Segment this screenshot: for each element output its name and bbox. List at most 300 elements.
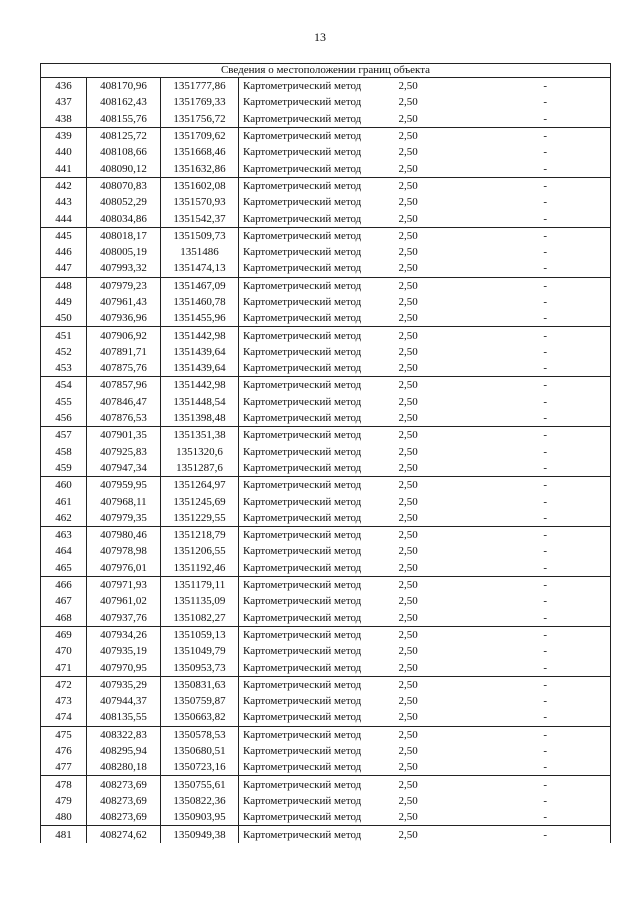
note-cell: - [481, 94, 611, 110]
y-coordinate-cell: 1351206,55 [161, 543, 239, 559]
table-row [41, 94, 611, 110]
accuracy-cell: 2,50 [389, 277, 481, 294]
x-coordinate-cell: 407979,35 [87, 510, 161, 527]
table-row [41, 277, 611, 294]
method-cell: Картометрический метод [239, 776, 389, 793]
note-cell: - [481, 726, 611, 743]
accuracy-cell: 2,50 [398, 395, 418, 408]
accuracy-cell: 2,50 [398, 561, 418, 574]
y-coordinate-cell: 1351448,54 [161, 394, 239, 410]
x-coordinate-cell: 407901,35 [87, 427, 161, 444]
y-coordinate-cell: 1350663,82 [161, 709, 239, 726]
x-coordinate-cell: 407925,83 [87, 444, 161, 460]
accuracy-cell: 2,50 [389, 527, 481, 544]
x-coordinate-cell: 407979,23 [87, 277, 161, 294]
x-coordinate-cell: 407976,01 [87, 560, 161, 577]
point-number-cell: 467 [41, 593, 87, 609]
y-coordinate-cell: 1350755,61 [161, 776, 239, 793]
accuracy-cell: 2,50 [389, 826, 481, 843]
method-cell: Картометрический метод [239, 743, 389, 759]
table-row [41, 493, 611, 509]
table-row [41, 527, 611, 544]
note-cell: - [481, 394, 611, 410]
x-coordinate-cell: 407978,98 [87, 543, 161, 559]
accuracy-cell: 2,50 [398, 146, 418, 159]
y-coordinate-cell: 1351320,6 [161, 444, 239, 460]
x-coordinate-cell: 408295,94 [87, 743, 161, 759]
note-cell: - [481, 693, 611, 709]
y-coordinate-cell: 1351135,09 [161, 593, 239, 609]
x-coordinate-cell: 408273,69 [87, 793, 161, 809]
point-number-cell: 454 [41, 377, 87, 394]
x-coordinate-cell: 407971,93 [87, 576, 161, 593]
method-cell: Картометрический метод [239, 460, 389, 477]
table-row [41, 194, 611, 210]
point-number-cell: 466 [41, 576, 87, 593]
point-number-cell: 449 [41, 294, 87, 310]
point-number-cell: 448 [41, 277, 87, 294]
table-row [41, 659, 611, 676]
accuracy-cell: 2,50 [389, 477, 481, 494]
y-coordinate-cell: 1351474,13 [161, 260, 239, 277]
method-cell: Картометрический метод [239, 593, 389, 609]
x-coordinate-cell: 407937,76 [87, 610, 161, 627]
method-cell: Картометрический метод [239, 726, 389, 743]
point-number-cell: 479 [41, 793, 87, 809]
x-coordinate-cell: 408322,83 [87, 726, 161, 743]
accuracy-cell: 2,50 [398, 112, 418, 125]
table-body [41, 78, 611, 843]
note-cell: - [481, 560, 611, 577]
method-cell: Картометрический метод [239, 327, 389, 344]
y-coordinate-cell: 1351398,48 [161, 410, 239, 427]
note-cell: - [481, 676, 611, 693]
x-coordinate-cell: 408070,83 [87, 177, 161, 194]
x-coordinate-cell: 408155,76 [87, 111, 161, 128]
point-number-cell: 474 [41, 709, 87, 726]
y-coordinate-cell: 1351509,73 [161, 227, 239, 244]
table-row [41, 759, 611, 776]
point-number-cell: 450 [41, 310, 87, 327]
point-number-cell: 473 [41, 693, 87, 709]
point-number-cell: 465 [41, 560, 87, 577]
x-coordinate-cell: 407857,96 [87, 377, 161, 394]
accuracy-cell: 2,50 [398, 246, 418, 259]
note-cell: - [481, 160, 611, 177]
table-row [41, 177, 611, 194]
method-cell: Картометрический метод [239, 477, 389, 494]
table-row [41, 510, 611, 527]
x-coordinate-cell: 408273,69 [87, 809, 161, 826]
note-cell: - [481, 826, 611, 843]
method-cell: Картометрический метод [239, 394, 389, 410]
y-coordinate-cell: 1350949,38 [161, 826, 239, 843]
accuracy-cell: 2,50 [389, 776, 481, 793]
table-row [41, 260, 611, 277]
note-cell: - [481, 194, 611, 210]
note-cell: - [481, 527, 611, 544]
note-cell: - [481, 793, 611, 809]
method-cell: Картометрический метод [239, 377, 389, 394]
y-coordinate-cell: 1351709,62 [161, 127, 239, 144]
x-coordinate-cell: 407891,71 [87, 344, 161, 360]
note-cell: - [481, 377, 611, 394]
method-cell: Картометрический метод [239, 111, 389, 128]
point-number-cell: 471 [41, 659, 87, 676]
table-row [41, 210, 611, 227]
point-number-cell: 480 [41, 809, 87, 826]
accuracy-cell: 2,50 [398, 611, 418, 624]
note-cell: - [481, 310, 611, 327]
x-coordinate-cell: 407944,37 [87, 693, 161, 709]
method-cell: Картометрический метод [239, 410, 389, 427]
x-coordinate-cell: 408034,86 [87, 210, 161, 227]
method-cell: Картометрический метод [239, 244, 389, 260]
y-coordinate-cell: 1351049,79 [161, 643, 239, 659]
point-number-cell: 464 [41, 543, 87, 559]
x-coordinate-cell: 407993,32 [87, 260, 161, 277]
point-number-cell: 437 [41, 94, 87, 110]
y-coordinate-cell: 1351179,11 [161, 576, 239, 593]
table-row [41, 310, 611, 327]
x-coordinate-cell: 408170,96 [87, 78, 161, 95]
table-row [41, 626, 611, 643]
x-coordinate-cell: 408090,12 [87, 160, 161, 177]
accuracy-cell: 2,50 [398, 196, 418, 209]
y-coordinate-cell: 1351769,33 [161, 94, 239, 110]
accuracy-cell: 2,50 [398, 362, 418, 375]
y-coordinate-cell: 1350953,73 [161, 659, 239, 676]
point-number-cell: 451 [41, 327, 87, 344]
table-row [41, 693, 611, 709]
x-coordinate-cell: 408280,18 [87, 759, 161, 776]
y-coordinate-cell: 1351460,78 [161, 294, 239, 310]
boundary-coordinates-table [40, 63, 611, 843]
y-coordinate-cell: 1350759,87 [161, 693, 239, 709]
point-number-cell: 457 [41, 427, 87, 444]
table-row [41, 360, 611, 377]
accuracy-cell: 2,50 [398, 495, 418, 508]
point-number-cell: 440 [41, 144, 87, 160]
y-coordinate-cell: 1351264,97 [161, 477, 239, 494]
accuracy-cell: 2,50 [398, 212, 418, 225]
y-coordinate-cell: 1350903,95 [161, 809, 239, 826]
method-cell: Картометрический метод [239, 427, 389, 444]
table-row [41, 344, 611, 360]
accuracy-cell: 2,50 [398, 595, 418, 608]
accuracy-cell: 2,50 [398, 296, 418, 308]
x-coordinate-cell: 407980,46 [87, 527, 161, 544]
accuracy-cell: 2,50 [398, 695, 418, 708]
accuracy-cell: 2,50 [398, 811, 418, 824]
method-cell: Картометрический метод [239, 659, 389, 676]
note-cell: - [481, 444, 611, 460]
note-cell: - [481, 809, 611, 826]
x-coordinate-cell: 407935,19 [87, 643, 161, 659]
point-number-cell: 453 [41, 360, 87, 377]
y-coordinate-cell: 1351082,27 [161, 610, 239, 627]
table-row [41, 460, 611, 477]
note-cell: - [481, 427, 611, 444]
method-cell: Картометрический метод [239, 643, 389, 659]
method-cell: Картометрический метод [239, 194, 389, 210]
x-coordinate-cell: 407947,34 [87, 460, 161, 477]
note-cell: - [481, 344, 611, 360]
point-number-cell: 469 [41, 626, 87, 643]
x-coordinate-cell: 407934,26 [87, 626, 161, 643]
table-row [41, 244, 611, 260]
method-cell: Картометрический метод [239, 227, 389, 244]
accuracy-cell: 2,50 [398, 262, 418, 275]
y-coordinate-cell: 1351442,98 [161, 377, 239, 394]
note-cell: - [481, 776, 611, 793]
method-cell: Картометрический метод [239, 294, 389, 310]
table-row [41, 394, 611, 410]
note-cell: - [481, 144, 611, 160]
y-coordinate-cell: 1350822,36 [161, 793, 239, 809]
y-coordinate-cell: 1350680,51 [161, 743, 239, 759]
table-row [41, 477, 611, 494]
note-cell: - [481, 477, 611, 494]
method-cell: Картометрический метод [239, 709, 389, 726]
accuracy-cell: 2,50 [389, 576, 481, 593]
y-coordinate-cell: 1351442,98 [161, 327, 239, 344]
y-coordinate-cell: 1351632,86 [161, 160, 239, 177]
point-number-cell: 444 [41, 210, 87, 227]
y-coordinate-cell: 1351756,72 [161, 111, 239, 128]
accuracy-cell: 2,50 [398, 445, 418, 458]
table-row [41, 444, 611, 460]
x-coordinate-cell: 408018,17 [87, 227, 161, 244]
point-number-cell: 436 [41, 78, 87, 95]
x-coordinate-cell: 408125,72 [87, 127, 161, 144]
point-number-cell: 442 [41, 177, 87, 194]
method-cell: Картометрический метод [239, 94, 389, 110]
point-number-cell: 477 [41, 759, 87, 776]
y-coordinate-cell: 1351542,37 [161, 210, 239, 227]
accuracy-cell: 2,50 [398, 711, 418, 724]
note-cell: - [481, 626, 611, 643]
y-coordinate-cell: 1351059,13 [161, 626, 239, 643]
method-cell: Картометрический метод [239, 78, 389, 95]
x-coordinate-cell: 407906,92 [87, 327, 161, 344]
accuracy-cell: 2,50 [398, 794, 418, 807]
x-coordinate-cell: 408274,62 [87, 826, 161, 843]
note-cell: - [481, 327, 611, 344]
accuracy-cell: 2,50 [389, 377, 481, 394]
table-row [41, 227, 611, 244]
x-coordinate-cell: 407970,95 [87, 659, 161, 676]
note-cell: - [481, 460, 611, 477]
method-cell: Картометрический метод [239, 277, 389, 294]
table-row [41, 127, 611, 144]
method-cell: Картометрический метод [239, 676, 389, 693]
x-coordinate-cell: 407935,29 [87, 676, 161, 693]
note-cell: - [481, 493, 611, 509]
accuracy-cell: 2,50 [398, 412, 418, 425]
point-number-cell: 481 [41, 826, 87, 843]
y-coordinate-cell: 1350723,16 [161, 759, 239, 776]
method-cell: Картометрический метод [239, 210, 389, 227]
table-row [41, 726, 611, 743]
table-row [41, 743, 611, 759]
method-cell: Картометрический метод [239, 360, 389, 377]
table-row [41, 643, 611, 659]
table-row [41, 776, 611, 793]
table-row [41, 410, 611, 427]
note-cell: - [481, 244, 611, 260]
point-number-cell: 476 [41, 743, 87, 759]
table-row [41, 111, 611, 128]
note-cell: - [481, 277, 611, 294]
note-cell: - [481, 260, 611, 277]
table-row [41, 826, 611, 843]
point-number-cell: 455 [41, 394, 87, 410]
y-coordinate-cell: 1351777,86 [161, 78, 239, 95]
method-cell: Картометрический метод [239, 344, 389, 360]
method-cell: Картометрический метод [239, 759, 389, 776]
y-coordinate-cell: 1350831,63 [161, 676, 239, 693]
point-number-cell: 456 [41, 410, 87, 427]
point-number-cell: 447 [41, 260, 87, 277]
table-row [41, 676, 611, 693]
point-number-cell: 468 [41, 610, 87, 627]
table-row [41, 377, 611, 394]
accuracy-cell: 2,50 [389, 626, 481, 643]
x-coordinate-cell: 408108,66 [87, 144, 161, 160]
y-coordinate-cell: 1351467,09 [161, 277, 239, 294]
y-coordinate-cell: 1351455,96 [161, 310, 239, 327]
y-coordinate-cell: 1351287,6 [161, 460, 239, 477]
accuracy-cell: 2,50 [398, 96, 418, 109]
method-cell: Картометрический метод [239, 127, 389, 144]
accuracy-cell: 2,50 [398, 545, 418, 558]
accuracy-cell: 2,50 [398, 312, 418, 325]
point-number-cell: 463 [41, 527, 87, 544]
method-cell: Картометрический метод [239, 543, 389, 559]
note-cell: - [481, 643, 611, 659]
page-number: 13 [314, 30, 326, 44]
table-row [41, 593, 611, 609]
note-cell: - [481, 294, 611, 310]
note-cell: - [481, 576, 611, 593]
point-number-cell: 452 [41, 344, 87, 360]
accuracy-cell: 2,50 [398, 162, 418, 175]
method-cell: Картометрический метод [239, 626, 389, 643]
note-cell: - [481, 759, 611, 776]
note-cell: - [481, 510, 611, 527]
table-row [41, 294, 611, 310]
table-row [41, 78, 611, 95]
point-number-cell: 472 [41, 676, 87, 693]
y-coordinate-cell: 1351602,08 [161, 177, 239, 194]
accuracy-cell: 2,50 [398, 461, 418, 474]
accuracy-cell: 2,50 [389, 726, 481, 743]
point-number-cell: 446 [41, 244, 87, 260]
method-cell: Картометрический метод [239, 610, 389, 627]
accuracy-cell: 2,50 [398, 345, 418, 358]
note-cell: - [481, 210, 611, 227]
note-cell: - [481, 659, 611, 676]
x-coordinate-cell: 408052,29 [87, 194, 161, 210]
x-coordinate-cell: 407961,43 [87, 294, 161, 310]
note-cell: - [481, 543, 611, 559]
note-cell: - [481, 593, 611, 609]
point-number-cell: 462 [41, 510, 87, 527]
accuracy-cell: 2,50 [389, 127, 481, 144]
accuracy-cell: 2,50 [398, 745, 418, 758]
method-cell: Картометрический метод [239, 144, 389, 160]
table-row [41, 793, 611, 809]
table-row [41, 610, 611, 627]
method-cell: Картометрический метод [239, 826, 389, 843]
table-row [41, 144, 611, 160]
method-cell: Картометрический метод [239, 177, 389, 194]
accuracy-cell: 2,50 [389, 327, 481, 344]
table-row [41, 809, 611, 826]
point-number-cell: 459 [41, 460, 87, 477]
table-row [41, 160, 611, 177]
x-coordinate-cell: 407959,95 [87, 477, 161, 494]
note-cell: - [481, 111, 611, 128]
accuracy-cell: 2,50 [398, 661, 418, 674]
y-coordinate-cell: 1351439,64 [161, 344, 239, 360]
x-coordinate-cell: 407936,96 [87, 310, 161, 327]
note-cell: - [481, 360, 611, 377]
method-cell: Картометрический метод [239, 310, 389, 327]
point-number-cell: 475 [41, 726, 87, 743]
y-coordinate-cell: 1351351,38 [161, 427, 239, 444]
x-coordinate-cell: 407968,11 [87, 493, 161, 509]
x-coordinate-cell: 408135,55 [87, 709, 161, 726]
table-row [41, 427, 611, 444]
method-cell: Картометрический метод [239, 510, 389, 527]
x-coordinate-cell: 408273,69 [87, 776, 161, 793]
method-cell: Картометрический метод [239, 260, 389, 277]
note-cell: - [481, 610, 611, 627]
table-row [41, 709, 611, 726]
method-cell: Картометрический метод [239, 693, 389, 709]
note-cell: - [481, 227, 611, 244]
table-row [41, 543, 611, 559]
point-number-cell: 439 [41, 127, 87, 144]
point-number-cell: 438 [41, 111, 87, 128]
y-coordinate-cell: 1351570,93 [161, 194, 239, 210]
y-coordinate-cell: 1351245,69 [161, 493, 239, 509]
note-cell: - [481, 127, 611, 144]
method-cell: Картометрический метод [239, 576, 389, 593]
x-coordinate-cell: 408162,43 [87, 94, 161, 110]
table-title: Сведения о местоположении границ объекта [41, 64, 611, 78]
point-number-cell: 458 [41, 444, 87, 460]
point-number-cell: 441 [41, 160, 87, 177]
point-number-cell: 445 [41, 227, 87, 244]
accuracy-cell: 2,50 [398, 761, 418, 774]
method-cell: Картометрический метод [239, 793, 389, 809]
method-cell: Картометрический метод [239, 809, 389, 826]
x-coordinate-cell: 407846,47 [87, 394, 161, 410]
note-cell: - [481, 177, 611, 194]
point-number-cell: 470 [41, 643, 87, 659]
table-row [41, 327, 611, 344]
method-cell: Картометрический метод [239, 444, 389, 460]
note-cell: - [481, 78, 611, 95]
table-row [41, 560, 611, 577]
accuracy-cell: 2,50 [398, 511, 418, 524]
accuracy-cell: 2,50 [389, 227, 481, 244]
point-number-cell: 460 [41, 477, 87, 494]
y-coordinate-cell: 1351229,55 [161, 510, 239, 527]
